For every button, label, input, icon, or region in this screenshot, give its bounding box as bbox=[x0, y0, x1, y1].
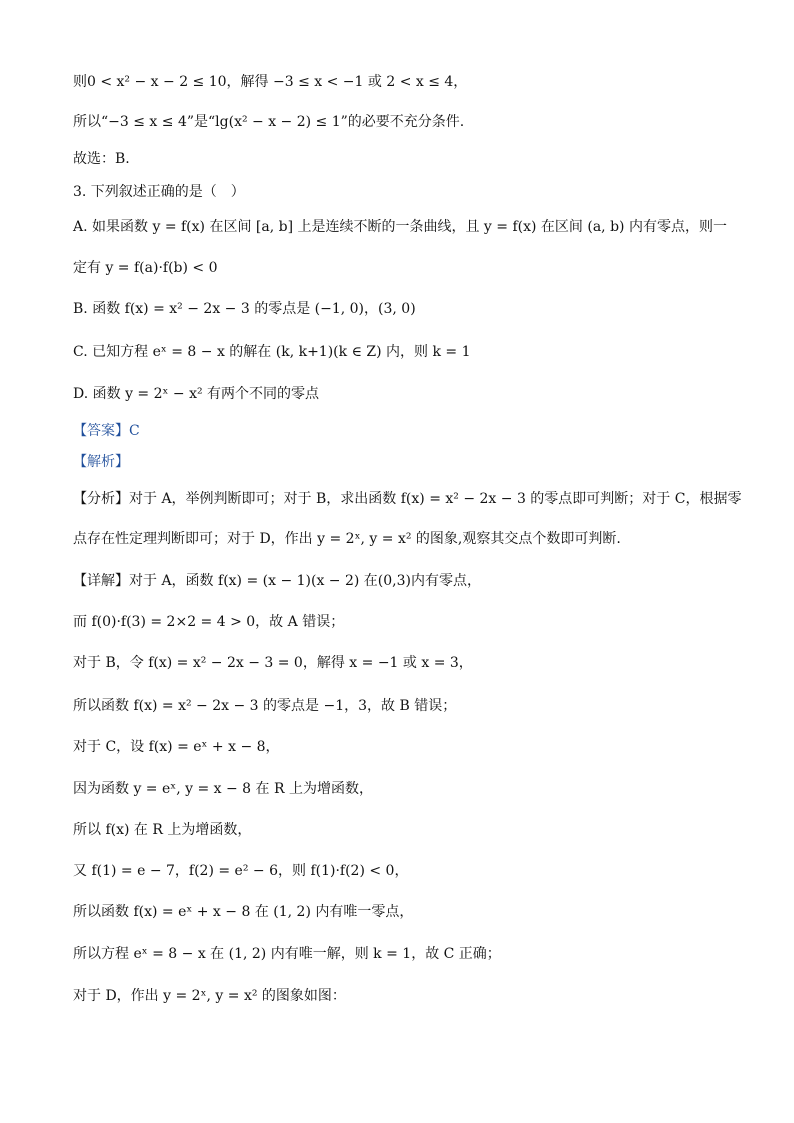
detail-line-7: 所以 f(x) 在 R 上为增函数， bbox=[73, 822, 252, 838]
detail-line-6: 因为函数 y = eˣ, y = x − 8 在 R 上为增函数， bbox=[73, 781, 373, 797]
detail-line-2: 而 f(0)·f(3) = 2×2 = 4 > 0，故 A 错误； bbox=[73, 614, 345, 630]
text-line-1: 则0 < x² − x − 2 ≤ 10，解得 −3 ≤ x < −1 或 2 < x ≤ 4， bbox=[73, 74, 468, 90]
detail-line-4: 所以函数 f(x) = x² − 2x − 3 的零点是 −1，3，故 B 错误； bbox=[73, 698, 457, 714]
text-line-2: 所以“−3 ≤ x ≤ 4”是“lg(x² − x − 2) ≤ 1”的必要不充分条件. bbox=[73, 114, 465, 130]
answer-label: 【答案】C bbox=[73, 423, 140, 439]
detail-line-10: 所以方程 eˣ = 8 − x 在 (1, 2) 内有唯一解，则 k = 1，故 C 正确； bbox=[73, 946, 501, 962]
detail-line-8: 又 f(1) = e − 7，f(2) = e² − 6，则 f(1)·f(2) < 0， bbox=[73, 863, 409, 879]
option-a-line-2: 定有 y = f(a)·f(b) < 0 bbox=[73, 260, 218, 276]
detail-line-9: 所以函数 f(x) = eˣ + x − 8 在 (1, 2) 内有唯一零点， bbox=[73, 904, 414, 920]
analysis-label: 【解析】 bbox=[73, 454, 129, 470]
detail-line-11: 对于 D，作出 y = 2ˣ, y = x² 的图象如图： bbox=[73, 988, 346, 1004]
detail-line-3: 对于 B，令 f(x) = x² − 2x − 3 = 0，解得 x = −1 或 x = 3， bbox=[73, 655, 473, 671]
text-line-3: 故选：B. bbox=[73, 151, 130, 167]
detail-line-5: 对于 C，设 f(x) = eˣ + x − 8， bbox=[73, 739, 280, 755]
question-3-stem: 3. 下列叙述正确的是（ ） bbox=[73, 184, 245, 200]
option-b: B. 函数 f(x) = x² − 2x − 3 的零点是 (−1, 0)，(3, 0) bbox=[73, 301, 416, 317]
analysis-line-2: 点存在性定理判断即可；对于 D，作出 y = 2ˣ, y = x² 的图象,观察其交点个数即可判断. bbox=[73, 531, 621, 547]
option-d: D. 函数 y = 2ˣ − x² 有两个不同的零点 bbox=[73, 386, 320, 402]
analysis-line-1: 【分析】对于 A，举例判断即可；对于 B，求出函数 f(x) = x² − 2x − 3 的零点即可判断；对于 C，根据零 bbox=[73, 491, 742, 507]
detail-line-1: 【详解】对于 A，函数 f(x) = (x − 1)(x − 2) 在(0,3)内有零点， bbox=[73, 573, 481, 589]
option-a-line-1: A. 如果函数 y = f(x) 在区间 [a, b] 上是连续不断的一条曲线，且 y = f(x) 在区间 (a, b) 内有零点，则一 bbox=[73, 219, 727, 235]
option-c: C. 已知方程 eˣ = 8 − x 的解在 (k, k+1)(k ∈ Z) 内，则 k = 1 bbox=[73, 344, 471, 360]
